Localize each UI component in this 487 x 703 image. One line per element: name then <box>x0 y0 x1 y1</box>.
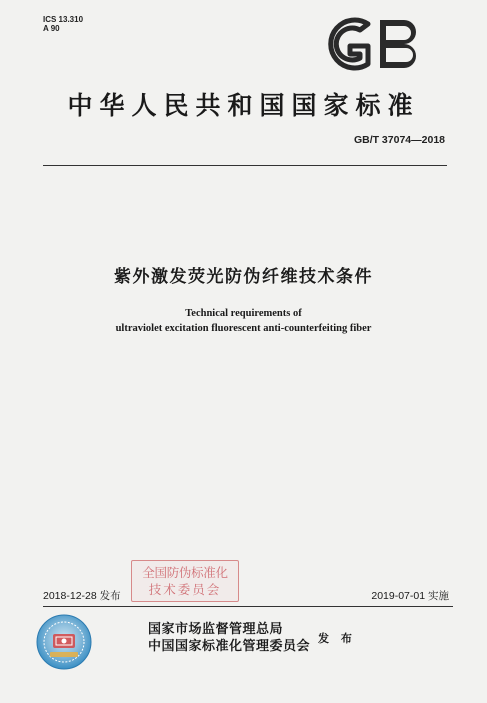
committee-stamp <box>131 560 239 602</box>
stamp-line2: 技术委员会 <box>148 582 222 597</box>
document-title-english-line2: ultraviolet excitation fluorescent anti-counterfeiting fiber <box>115 323 372 334</box>
document-title-chinese: 紫外激发荧光防伪纤维技术条件 <box>114 267 373 287</box>
document-title-english <box>0 306 487 336</box>
bottom-divider <box>43 606 453 607</box>
national-standard-title: 中华人民共和国国家标准 <box>67 91 420 120</box>
ics-code: ICS 13.310 <box>43 15 84 24</box>
document-title-english-line1: Technical requirements of <box>185 308 302 319</box>
issuer-samr: 国家市场监督管理总局 <box>148 622 284 637</box>
issuer-sac: 中国国家标准化管理委员会 <box>148 639 311 654</box>
top-divider <box>43 165 447 166</box>
gb-logo-icon <box>320 14 428 74</box>
classification-codes <box>43 15 83 33</box>
implementation-date: 2019-07-01 实施 <box>371 590 449 602</box>
publish-label: 发 布 <box>318 632 356 645</box>
issuing-authorities <box>148 621 310 655</box>
issue-date: 2018-12-28 发布 <box>43 590 121 602</box>
standard-number: GB/T 37074—2018 <box>353 134 445 146</box>
stamp-line1: 全国防伪标准化 <box>142 565 228 580</box>
anti-counterfeit-seal-icon <box>36 614 92 670</box>
ccs-code: A 90 <box>43 24 60 33</box>
